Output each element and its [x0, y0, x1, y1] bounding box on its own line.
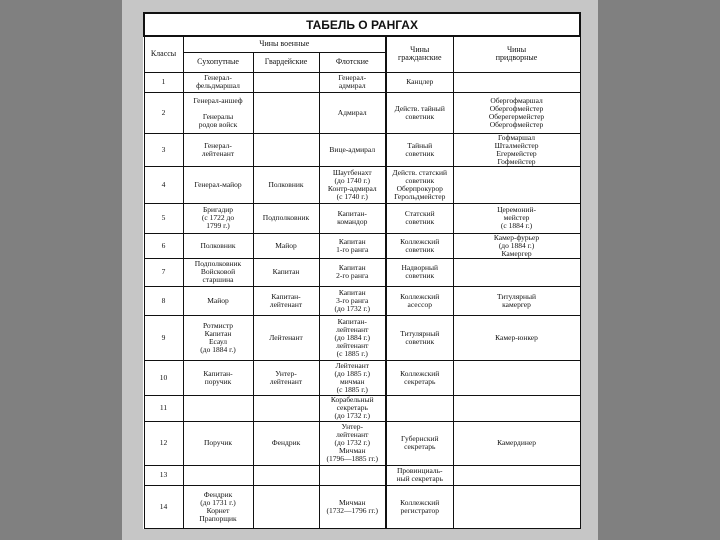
land-cell: [183, 465, 253, 485]
guards-cell: [253, 72, 319, 92]
court-cell: [453, 395, 580, 421]
table-row: [144, 395, 580, 421]
navy-cell: Капитан 2-го ранга: [319, 258, 386, 286]
land-cell: [183, 395, 253, 421]
court-cell: Камер-юнкер: [453, 315, 580, 360]
class-cell: 4: [144, 166, 183, 203]
court-cell: [453, 485, 580, 528]
navy-cell: Генерал- адмирал: [319, 72, 386, 92]
navy-cell: Капитан 1-го ранга: [319, 233, 386, 258]
guards-cell: [253, 465, 319, 485]
table-row: [144, 233, 580, 258]
court-cell: Обергофмаршал Обергофмейстер Оберегермейстер Обергофмейстер: [453, 92, 580, 133]
class-cell: 10: [144, 360, 183, 395]
table-title: ТАБЕЛЬ О РАНГАХ: [144, 13, 580, 36]
court-cell: Гофмаршал Шталмейстер Егермейстер Гофмейстер: [453, 133, 580, 166]
class-cell: 5: [144, 203, 183, 233]
navy-cell: Корабельный секретарь (до 1732 г.): [319, 395, 386, 421]
court-cell: [453, 360, 580, 395]
guards-cell: Майор: [253, 233, 319, 258]
class-cell: 11: [144, 395, 183, 421]
guards-cell: Фендрик: [253, 421, 319, 465]
header-land: Сухопутные: [183, 52, 253, 72]
civil-cell: Надворный советник: [386, 258, 453, 286]
civil-cell: Титулярный советник: [386, 315, 453, 360]
class-cell: 12: [144, 421, 183, 465]
guards-cell: Капитан: [253, 258, 319, 286]
guards-cell: [253, 485, 319, 528]
guards-cell: Лейтенант: [253, 315, 319, 360]
court-cell: Церемоний- мейстер (с 1884 г.): [453, 203, 580, 233]
civil-cell: Коллежский советник: [386, 233, 453, 258]
class-cell: 8: [144, 286, 183, 315]
class-cell: 3: [144, 133, 183, 166]
land-cell: Бригадир (с 1722 до 1799 г.): [183, 203, 253, 233]
table-row: [144, 133, 580, 166]
court-cell: [453, 465, 580, 485]
slide-page: [122, 0, 598, 540]
land-cell: Капитан- поручик: [183, 360, 253, 395]
court-cell: Камер-фурьер (до 1884 г.) Камергер: [453, 233, 580, 258]
navy-cell: Шаутбенахт (до 1740 г.) Контр-адмирал (с 1740 г.): [319, 166, 386, 203]
court-cell: Камердинер: [453, 421, 580, 465]
navy-cell: Капитан- командор: [319, 203, 386, 233]
navy-cell: Адмирал: [319, 92, 386, 133]
navy-cell: [319, 465, 386, 485]
civil-cell: Тайный советник: [386, 133, 453, 166]
table-row: [144, 286, 580, 315]
guards-cell: Подполковник: [253, 203, 319, 233]
guards-cell: [253, 395, 319, 421]
header-military: Чины военные: [183, 36, 386, 52]
navy-cell: Вице-адмирал: [319, 133, 386, 166]
navy-cell: Мичман (1732—1796 гг.): [319, 485, 386, 528]
header-guards: Гвардейские: [253, 52, 319, 72]
header-court: Чины придворные: [453, 36, 580, 72]
class-cell: 13: [144, 465, 183, 485]
civil-cell: Действ. тайный советник: [386, 92, 453, 133]
court-cell: [453, 258, 580, 286]
header-civil: Чины гражданские: [386, 36, 453, 72]
navy-cell: Капитан 3-го ранга (до 1732 г.): [319, 286, 386, 315]
guards-cell: [253, 133, 319, 166]
navy-cell: Капитан- лейтенант (до 1884 г.) лейтенант (с 1885 г.): [319, 315, 386, 360]
class-cell: 6: [144, 233, 183, 258]
civil-cell: Коллежский асессор: [386, 286, 453, 315]
civil-cell: Коллежский регистратор: [386, 485, 453, 528]
table-row: [144, 360, 580, 395]
table-row: [144, 203, 580, 233]
table-row: [144, 166, 580, 203]
class-cell: 7: [144, 258, 183, 286]
class-cell: 9: [144, 315, 183, 360]
land-cell: Подполковник Войсковой старшина: [183, 258, 253, 286]
table-row: [144, 421, 580, 465]
court-cell: Титулярный камергер: [453, 286, 580, 315]
guards-cell: Капитан- лейтенант: [253, 286, 319, 315]
table-row: [144, 315, 580, 360]
land-cell: Генерал-аншеф Генералы родов войск: [183, 92, 253, 133]
land-cell: Генерал- фельдмаршал: [183, 72, 253, 92]
navy-cell: Лейтенант (до 1885 г.) мичман (с 1885 г.): [319, 360, 386, 395]
land-cell: Майор: [183, 286, 253, 315]
civil-cell: Действ. статский советник Оберпрокурор Герольдмейстер: [386, 166, 453, 203]
civil-cell: Канцлер: [386, 72, 453, 92]
land-cell: Ротмистр Капитан Есаул (до 1884 г.): [183, 315, 253, 360]
table-row: [144, 258, 580, 286]
class-cell: 1: [144, 72, 183, 92]
guards-cell: Полковник: [253, 166, 319, 203]
land-cell: Фендрик (до 1731 г.) Корнет Прапорщик: [183, 485, 253, 528]
court-cell: [453, 72, 580, 92]
guards-cell: Унтер- лейтенант: [253, 360, 319, 395]
table-row: [144, 92, 580, 133]
civil-cell: Провинциаль- ный секретарь: [386, 465, 453, 485]
court-cell: [453, 166, 580, 203]
table-row: [144, 465, 580, 485]
land-cell: Полковник: [183, 233, 253, 258]
civil-cell: Коллежский секретарь: [386, 360, 453, 395]
header-classes: Классы: [144, 36, 183, 72]
table-row: [144, 72, 580, 92]
class-cell: 14: [144, 485, 183, 528]
land-cell: Генерал- лейтенант: [183, 133, 253, 166]
header-navy: Флотские: [319, 52, 386, 72]
table-row: [144, 485, 580, 528]
civil-cell: Статский советник: [386, 203, 453, 233]
land-cell: Генерал-майор: [183, 166, 253, 203]
table-of-ranks: [143, 12, 581, 529]
class-cell: 2: [144, 92, 183, 133]
land-cell: Поручик: [183, 421, 253, 465]
guards-cell: [253, 92, 319, 133]
navy-cell: Унтер- лейтенант (до 1732 г.) Мичман (1796—1885 гг.): [319, 421, 386, 465]
civil-cell: Губернский секретарь: [386, 421, 453, 465]
civil-cell: [386, 395, 453, 421]
